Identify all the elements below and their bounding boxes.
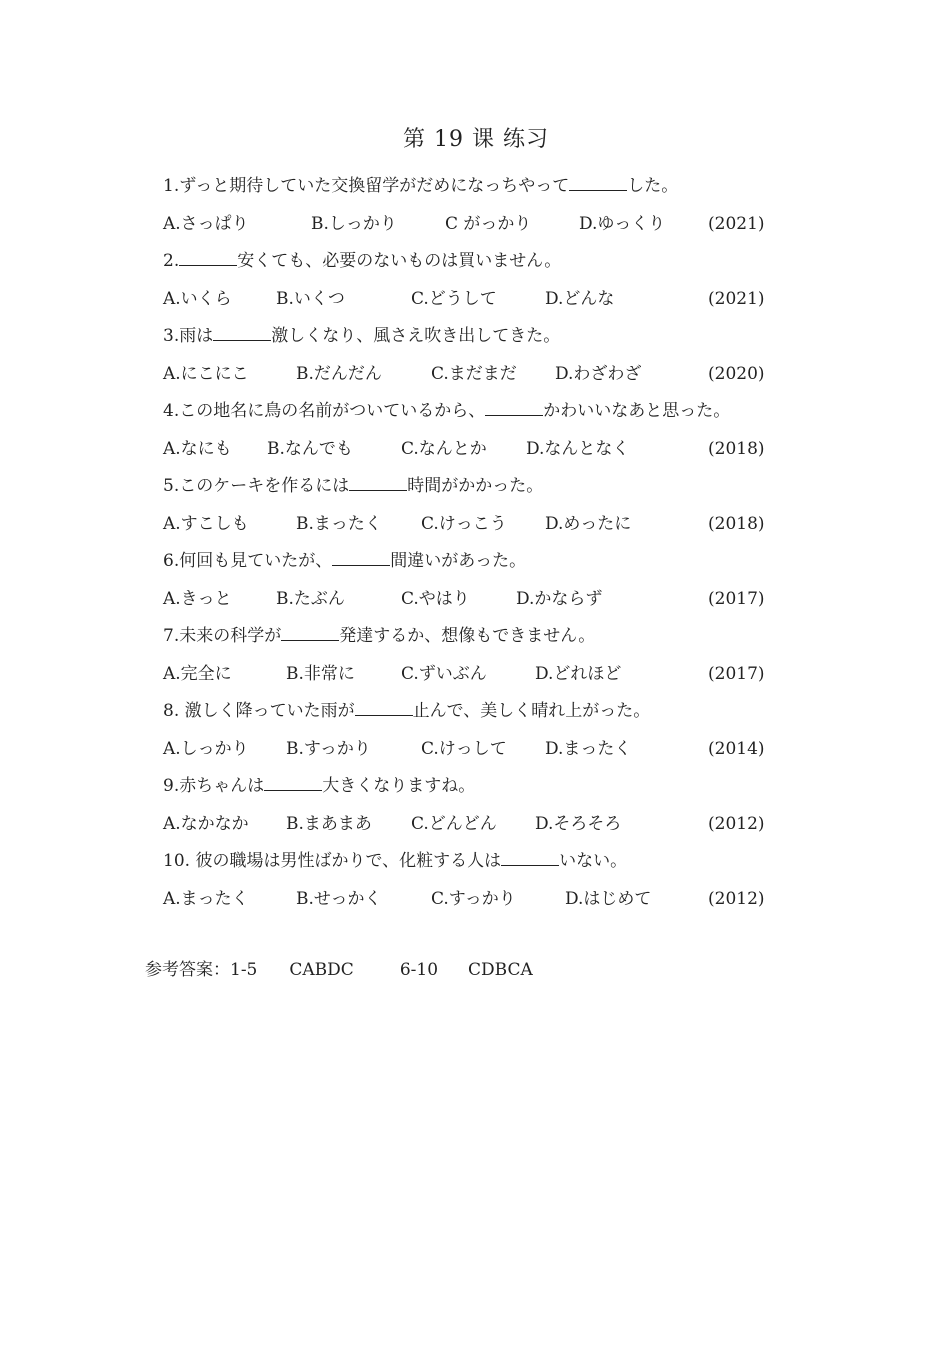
option-c: C がっかり [445,213,532,234]
question-7 [163,618,923,656]
option-d: D.まったく [545,738,632,759]
question-text: 3.雨は [163,326,214,346]
answer-blank [332,548,390,566]
exam-year: (2012) [708,813,765,834]
question-text: した。 [627,176,679,196]
question-text: 発達するか、想像もできません。 [339,626,596,646]
question-4 [163,393,923,431]
options-row [163,656,923,694]
option-b: B.だんだん [296,363,382,384]
answer-blank [569,173,627,191]
option-b: B.非常に [286,663,355,684]
options-row [163,806,923,844]
answer-blank [281,623,339,641]
answer-range-2: 6-10 [399,960,439,980]
options-row [163,281,923,319]
option-b: B.しっかり [311,213,397,234]
question-text: 止んで、美しく晴れ上がった。 [412,701,651,721]
option-a: A.にこにこ [163,363,249,384]
option-d: D.どれほど [535,663,622,684]
option-d: D.めったに [545,513,632,534]
option-a: A.まったく [163,888,249,909]
question-6 [163,543,923,581]
question-1 [163,168,923,206]
exam-year: (2021) [708,213,765,234]
option-b: B.まあまあ [286,813,372,834]
exam-year: (2018) [708,513,765,534]
option-a: A.きっと [163,588,232,609]
answer-blank [213,323,271,341]
option-b: B.まったく [296,513,382,534]
option-c: C.どうして [411,288,497,309]
question-list [163,168,923,918]
question-text: 時間がかかった。 [407,476,544,496]
option-a: A.なにも [163,438,232,459]
question-text: 5.このケーキを作るには [163,476,350,496]
option-a: A.しっかり [163,738,249,759]
question-text: 10. 彼の職場は男性ばかりで、化粧する人は [163,851,502,871]
exam-year: (2018) [708,438,765,459]
options-row [163,206,923,244]
exam-year: (2017) [708,663,765,684]
option-c: C.まだまだ [431,363,517,384]
question-text: 安くても、必要のないものは買いません。 [237,251,562,271]
answer-key-2: CDBCA [468,960,533,980]
option-a: A.さっぱり [163,213,249,234]
question-text: 激しくなり、風さえ吹き出してきた。 [271,326,561,346]
option-c: C.やはり [401,588,470,609]
answer-blank [179,248,237,266]
exam-year: (2020) [708,363,765,384]
option-a: A.いくら [163,288,232,309]
question-text: 4.この地名に鳥の名前がついているから、 [163,401,486,421]
answer-key [145,955,533,980]
exam-year: (2021) [708,288,765,309]
answer-blank [355,698,413,716]
option-d: D.かならず [516,588,603,609]
options-row [163,431,923,469]
option-c: C.すっかり [431,888,516,909]
question-9 [163,768,923,806]
question-10 [163,843,923,881]
answer-blank [264,773,322,791]
option-d: D.はじめて [565,888,652,909]
question-text: 7.未来の科学が [163,626,282,646]
options-row [163,731,923,769]
option-b: B.たぶん [276,588,345,609]
option-a: A.すこしも [163,513,249,534]
question-text: 間違いがあった。 [390,551,527,571]
option-b: B.なんでも [267,438,353,459]
question-8 [163,693,923,731]
question-text: 2. [163,251,180,271]
question-text: 1.ずっと期待していた交換留学がだめになっちやって [163,176,570,196]
question-3 [163,318,923,356]
option-c: C.どんどん [411,813,497,834]
option-b: B.すっかり [286,738,371,759]
option-a: A.完全に [163,663,232,684]
option-a: A.なかなか [163,813,249,834]
question-5 [163,468,923,506]
option-d: D.そろそろ [535,813,622,834]
question-text: かわいいなあと思った。 [543,401,731,421]
option-d: D.なんとなく [526,438,630,459]
exam-year: (2017) [708,588,765,609]
answer-label: 参考答案： [145,960,230,980]
option-d: D.どんな [545,288,615,309]
options-row [163,506,923,544]
option-d: D.ゆっくり [579,213,666,234]
question-text: いない。 [559,851,628,871]
answer-blank [349,473,407,491]
options-row [163,881,923,919]
option-c: C.なんとか [401,438,487,459]
options-row [163,356,923,394]
option-c: C.ずいぶん [401,663,487,684]
exam-year: (2012) [708,888,765,909]
option-c: C.けっこう [421,513,507,534]
question-text: 大きくなりますね。 [322,776,476,796]
question-2 [163,243,923,281]
option-b: B.いくつ [276,288,345,309]
question-text: 6.何回も見ていたが、 [163,551,333,571]
answer-range-1: 1-5 [230,960,258,980]
options-row [163,581,923,619]
page-title: 第 19 课 练习 [403,127,549,152]
answer-blank [501,848,559,866]
answer-key-1: CABDC [289,960,354,980]
exam-year: (2014) [708,738,765,759]
option-d: D.わざわざ [555,363,642,384]
question-text: 8. 激しく降っていた雨が [163,701,355,721]
option-b: B.せっかく [296,888,382,909]
option-c: C.けっして [421,738,507,759]
answer-blank [485,398,543,416]
question-text: 9.赤ちゃんは [163,776,265,796]
